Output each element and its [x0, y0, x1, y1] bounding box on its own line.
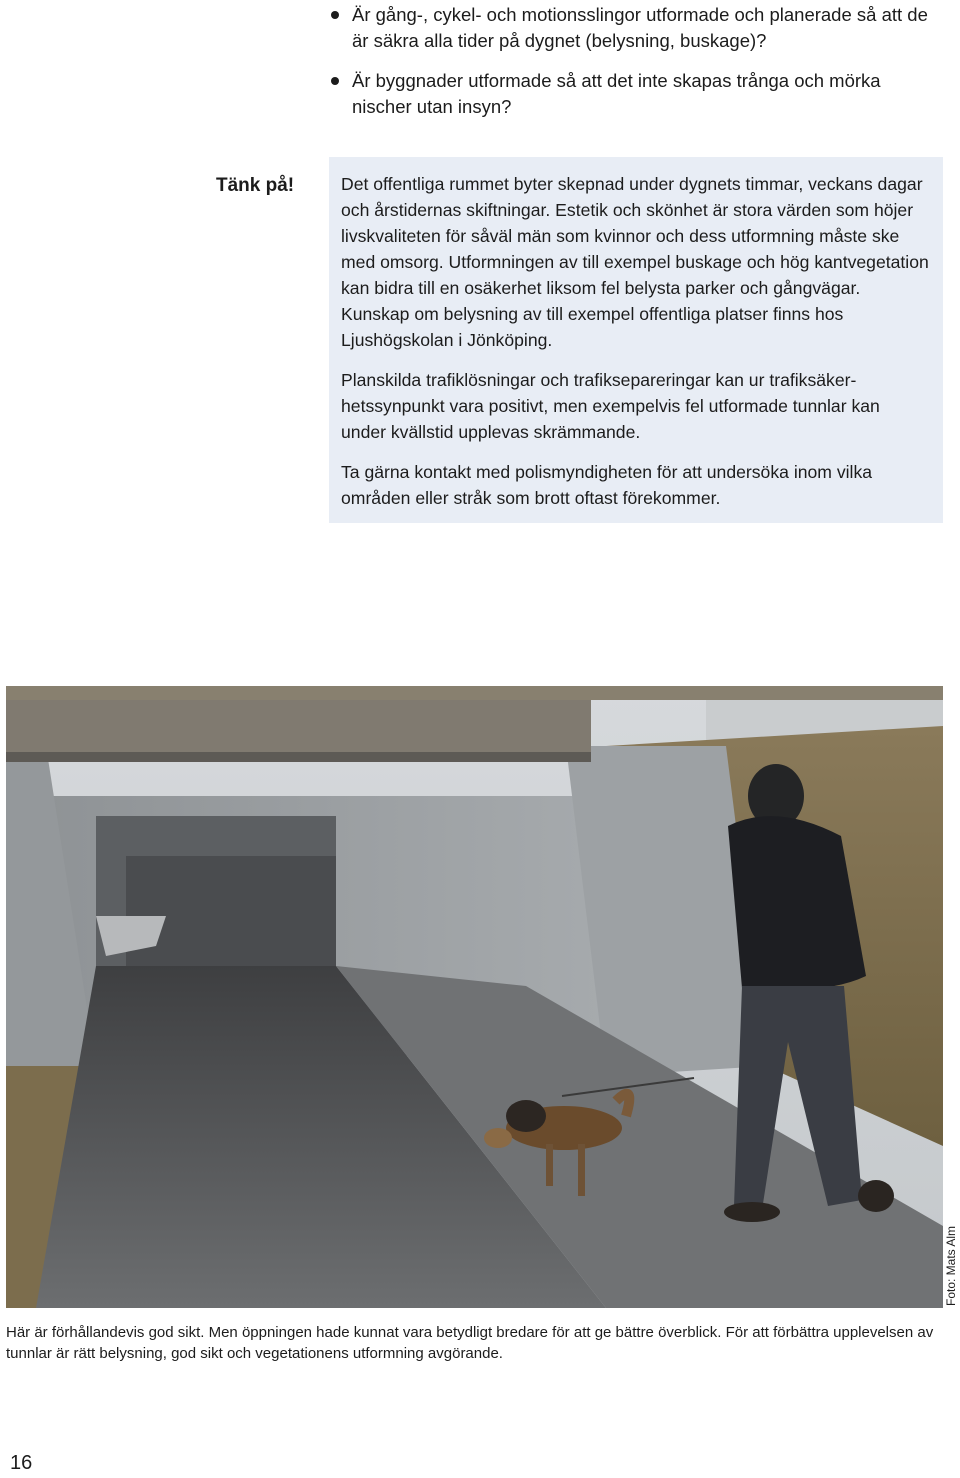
think-paragraph: Ta gärna kontakt med polismyndigheten för att undersöka inom vilka områden eller stråk som brott oftast förekommer.: [341, 462, 873, 508]
checklist-bullets: [328, 2, 938, 134]
bullet-item: Är gång-, cykel- och motionsslingor utformade och planerade så att de är säkra alla tider på dygnet (belysning, buskage)?: [328, 2, 938, 54]
bullet-item: Är byggnader utformade så att det inte skapas trånga och mörka nischer utan insyn?: [328, 68, 938, 120]
tunnel-photo: [6, 686, 943, 1308]
page-number: 16: [10, 1452, 33, 1474]
think-box: [329, 157, 943, 523]
photo-caption: Här är förhållandevis god sikt. Men öppningen hade kunnat vara betydligt bredare för att ge bättre överblick. För att förbättra upplevelsen av tunnlar är rätt belysning, god sikt och vegetationens utformning avgörande.: [6, 1324, 934, 1362]
think-paragraph: Planskilda trafiklösningar och trafiksepareringar kan ur trafiksäkerhetssynpunkt vara positivt, men exempelvis fel utformade tunnlar kan under kvällstid upplevas skrämmande.: [341, 370, 880, 442]
photo-credit: Foto: Mats Alm: [944, 1225, 958, 1306]
think-heading: Tänk på!: [216, 175, 295, 196]
think-paragraph: Det offentliga rummet byter skepnad under dygnets timmar, veckans dagar och årstidernas skiftningar. Estetik och skönhet är stora värden som höjer livskvaliteten för såväl män som kvinnor och dess utformning måste ske med omsorg. Utformningen av till exempel buskage och hög kantvegetation kan bidra till en osäkerhet liksom fel belysta parker och gångvägar. Kunskap om belysning av till exempel offentliga platser finns hos Ljushögskolan i Jönköping.: [341, 174, 929, 350]
